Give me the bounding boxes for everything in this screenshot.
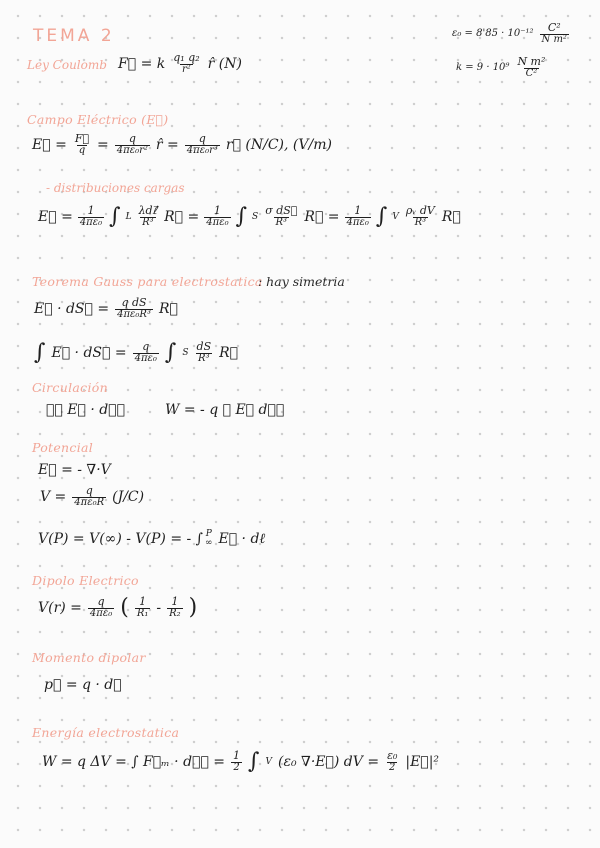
integral-line-icon: ∫ [109,203,121,229]
close-paren-icon: ) [188,594,198,620]
coulomb-den: r² [182,63,191,75]
dist-lhs: E⃗ = [38,208,73,225]
potencial-l2-num: q [85,484,93,497]
epsilon-constant [452,22,569,45]
energia-sub: V [265,756,272,767]
energia-lhs: W = q ΔV = ∫ F⃗ₘ · dℓ⃗ = [42,753,226,770]
gauss-l1-num: q dS [121,296,147,309]
distribuciones-label: - distribuciones cargas [46,181,185,195]
dipolo-equation [38,596,197,619]
gauss-l2-fden: R³ [198,352,210,364]
coulomb-equation [118,52,242,75]
gauss-line-1 [34,297,178,320]
gauss-l2-fnum: dS [196,340,212,353]
dipolo-p2-den: R₂ [169,607,181,619]
integral-surface-icon: ∫ [164,339,177,365]
potencial-l3-sub: ∞ [204,538,213,549]
dipolo-num: q [97,595,105,608]
integral-volume-icon: ∫ [248,748,260,774]
energia-h-num: 1 [233,749,241,762]
dist-a-tail: R⃗ = [164,208,200,225]
dist-c-den: 4πε₀ [346,216,369,228]
potencial-l3-tail: E⃗ · dℓ [218,530,266,547]
energia-tail: |E⃗|² [405,753,440,770]
potencial-l2-lhs: V = [40,488,67,505]
potencial-l3-sup: P [205,529,212,539]
distribuciones-equation [38,205,461,228]
gauss-l2-num: q [142,340,150,353]
dist-c-fnum: ρᵥ dV [405,204,435,217]
energia-e-num: ε₀ [387,749,398,762]
coulomb-tail: r̂ (N) [207,55,242,72]
dist-b-fden: R³ [275,216,288,228]
dist-a-den: 4πε₀ [79,216,103,228]
gauss-heading: Teorema Gauss para electrostatica [32,274,263,289]
campo-eq1: = [97,136,109,153]
energia-h-den: 2 [233,761,240,773]
gauss-l1-den: 4πε₀R³ [117,308,151,320]
dipolo-p1-den: R₁ [136,607,149,619]
campo-heading: Campo Eléctrico (E⃗) [27,112,169,127]
circulacion-line-1: ∮꜀ E⃗ · dℓ⃗ [46,402,125,418]
potencial-heading: Potencial [32,440,94,455]
dist-b-num: 1 [213,204,221,217]
dipolo-heading: Dipolo Electrico [32,573,139,588]
dipolo-minus: - [156,599,162,616]
potencial-line-1: E⃗ = - ∇·V [38,462,111,478]
campo-equation [32,133,332,156]
k-den: C² [525,67,538,79]
dist-a-fden: R³ [142,216,154,228]
dist-a-sub: L [125,211,132,222]
coulomb-num: q₁ q₂ [173,51,200,64]
integral-volume-icon: ∫ [375,203,388,229]
epsilon-num: C² [547,21,561,34]
gauss-l1-lhs: E⃗ · dS⃗ = [34,300,110,317]
campo-f1-den: q [78,144,86,156]
k-label: k = 9 · 10⁹ [456,62,510,74]
epsilon-den: N m² [541,33,567,45]
dist-b-sub: S [252,211,259,222]
campo-f2-den: 4πε₀r² [116,144,148,156]
energia-equation [42,750,439,773]
potencial-line-3 [38,530,265,549]
energia-heading: Energía electrostatica [32,725,180,740]
dist-b-tail: R⃗ = [304,208,340,225]
dipolo-lhs: V(r) = [38,599,82,616]
dist-a-num: 1 [87,204,95,217]
coulomb-label: Ley Coulomb [27,58,107,72]
dist-c-num: 1 [354,204,362,217]
epsilon-label: ε₀ = 8'85 · 10⁻¹² [452,28,534,40]
campo-f3-den: 4πε₀r³ [186,144,218,156]
campo-lhs: E⃗ = [32,136,67,153]
k-num: N m² [517,55,546,68]
dist-a-fnum: λdℓ⃗ [138,204,158,217]
circulacion-heading: Circulación [32,380,108,395]
integral-icon: ∫ [34,339,46,365]
gauss-l1-tail: R⃗ [158,300,178,317]
dist-b-fnum: σ dS⃗ [265,204,298,217]
dist-c-fden: R³ [414,216,427,228]
dipolo-p2-num: 1 [171,595,179,608]
gauss-l2-den: 4πε₀ [134,352,157,364]
momento-equation: p⃗ = q · d⃗ [44,677,122,693]
campo-mid: r̂ = [155,136,179,153]
gauss-l2-lhs: E⃗ · dS⃗ = [51,344,127,361]
gauss-l2-sub: S [182,347,189,358]
coulomb-lhs: F⃗ = k [118,55,166,72]
campo-f3-num: q [198,132,206,145]
dipolo-p1-num: 1 [139,595,147,608]
gauss-note: : hay simetria [258,274,345,289]
potencial-line-2 [40,485,144,508]
momento-heading: Momento dipolar [32,650,146,665]
k-constant [456,56,547,79]
dist-c-sub: V [392,211,399,222]
potencial-l2-den: 4πε₀R [74,496,105,508]
dist-c-tail: R⃗ [441,208,461,225]
gauss-l2-tail: R⃗ [219,344,239,361]
dipolo-den: 4πε₀ [89,607,113,619]
gauss-line-2 [34,341,238,364]
circulacion-line-2: W = - q ∮ E⃗ dℓ⃗ [165,402,285,418]
potencial-l2-tail: (J/C) [112,488,145,505]
integral-surface-icon: ∫ [235,203,248,229]
campo-f1-num: F⃗ [74,132,90,145]
energia-mid: (ε₀ ∇·E⃗) dV = [278,753,380,770]
potencial-l3: V(P) = V(∞) - V(P) = - ∫ [38,531,203,548]
campo-f2-num: q [128,132,136,145]
energia-e-den: 2 [389,761,396,773]
open-paren-icon: ( [120,594,129,620]
page-title: TEMA 2 [33,26,115,46]
dist-b-den: 4πε₀ [206,216,229,228]
campo-tail: r⃗ (N/C), (V/m) [225,136,332,153]
